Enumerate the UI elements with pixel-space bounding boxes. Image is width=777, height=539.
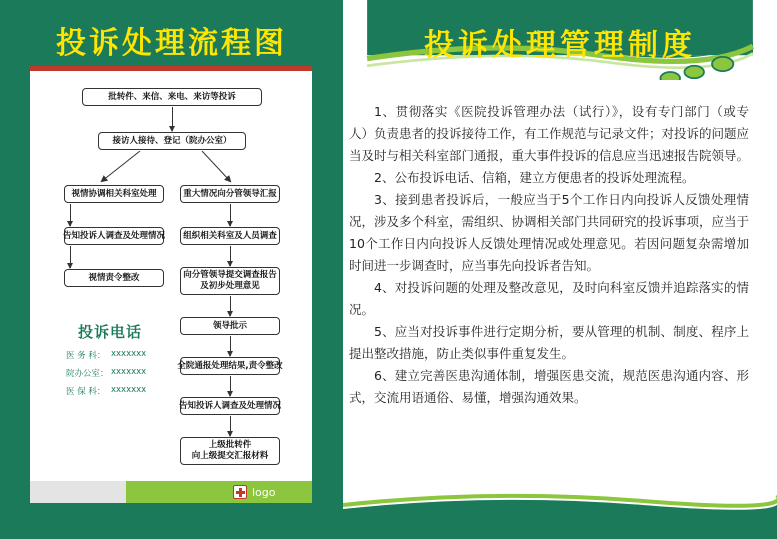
complaint-phone-title: 投诉电话 — [78, 323, 143, 341]
phone-label: 医 务 科： — [66, 351, 106, 361]
flow-arrow — [70, 246, 71, 268]
phone-value: xxxxxxx — [111, 349, 147, 359]
left-panel — [0, 0, 343, 539]
flow-step-1: 批转件、来信、来电、来访等投诉 — [82, 88, 262, 106]
logo-text: logo — [252, 486, 276, 499]
flow-arrow — [70, 204, 71, 226]
flow-branch-arrows — [30, 151, 312, 185]
left-title: 投诉处理流程图 — [56, 26, 287, 61]
flow-right-step-7 — [180, 437, 280, 465]
phone-label: 医 保 科： — [66, 387, 106, 397]
flow-arrow — [230, 246, 231, 266]
policy-paragraph-4: 4、对投诉问题的处理及整改意见，及时向科室反馈并追踪落实的情况。 — [349, 280, 749, 317]
flow-arrow — [230, 296, 231, 316]
medical-cross-icon — [233, 485, 247, 499]
phone-row-office — [66, 367, 147, 379]
footer-wave-decoration — [343, 489, 777, 539]
flow-left-step-2: 告知投诉人调查及处理情况 — [64, 227, 164, 245]
phone-row-medical — [66, 349, 147, 361]
flow-left-step-1: 视情协调相关科室处理 — [64, 185, 164, 203]
flow-right-step-3-line1: 向分管领导提交调查报告 — [183, 270, 277, 280]
flow-right-step-1: 重大情况向分管领导汇报 — [180, 185, 280, 203]
flow-right-step-5: 全院通报处理结果,责令整改 — [180, 357, 280, 375]
flowchart-card — [30, 66, 312, 503]
card-footer-green — [126, 481, 312, 503]
flow-right-step-2: 组织相关科室及人员调查 — [180, 227, 280, 245]
phone-value: xxxxxxx — [111, 385, 147, 395]
right-title: 投诉处理管理制度 — [424, 28, 696, 63]
right-panel — [343, 0, 777, 539]
flow-arrow — [230, 204, 231, 226]
flow-arrow — [230, 336, 231, 356]
policy-paragraph-2: 2、公布投诉电话、信箱，建立方便患者的投诉处理流程。 — [374, 170, 695, 185]
flow-right-step-3 — [180, 267, 280, 295]
flow-right-step-4: 领导批示 — [180, 317, 280, 335]
flow-left-step-3: 视情责令整改 — [64, 269, 164, 287]
flow-arrow — [230, 376, 231, 396]
policy-paragraph-5: 5、应当对投诉事件进行定期分析，要从管理的机制、制度、程序上提出整改措施，防止类似事件重复发生。 — [349, 324, 749, 361]
card-footer-gray — [30, 481, 126, 503]
phone-value: xxxxxxx — [111, 367, 147, 377]
flow-right-step-7-line1: 上级批转件 — [208, 440, 252, 450]
policy-text — [349, 101, 749, 409]
policy-paragraph-6: 6、建立完善医患沟通体制，增强医患交流，规范医患沟通内容、形式，交流用语通俗、易懂，增强沟通效果。 — [349, 368, 749, 405]
policy-paragraph-1: 1、贯彻落实《医院投诉管理办法（试行）》，设有专门部门（或专人）负责患者的投诉接待工作，有工作规范与记录文件；对投诉的问题应当及时与相关科室部门通报，重大事件投诉的信息应当迅速报告院领导。 — [349, 104, 750, 163]
policy-paragraph-3: 3、接到患者投诉后，一般应当于5个工作日内向投诉人反馈处理情况，涉及多个科室，需组织、协调相关部门共同研究的投诉事项，应当于10个工作日内向投诉人反馈处理情况或处理意见。若因问题复杂需增加时间进一步调查时，应当事先向投诉者告知。 — [349, 192, 750, 273]
flow-right-step-6: 告知投诉人调查及处理情况 — [180, 397, 280, 415]
flow-right-step-7-line2: 向上级提交汇报材料 — [191, 451, 269, 461]
flow-right-step-3-line2: 及初步处理意见 — [200, 281, 260, 291]
flow-step-2: 接访人接待、登记（院办公室） — [98, 132, 246, 150]
flow-arrow — [230, 416, 231, 436]
flow-arrow — [172, 107, 173, 131]
phone-label: 院办公室： — [66, 369, 109, 379]
phone-row-insurance — [66, 385, 147, 397]
